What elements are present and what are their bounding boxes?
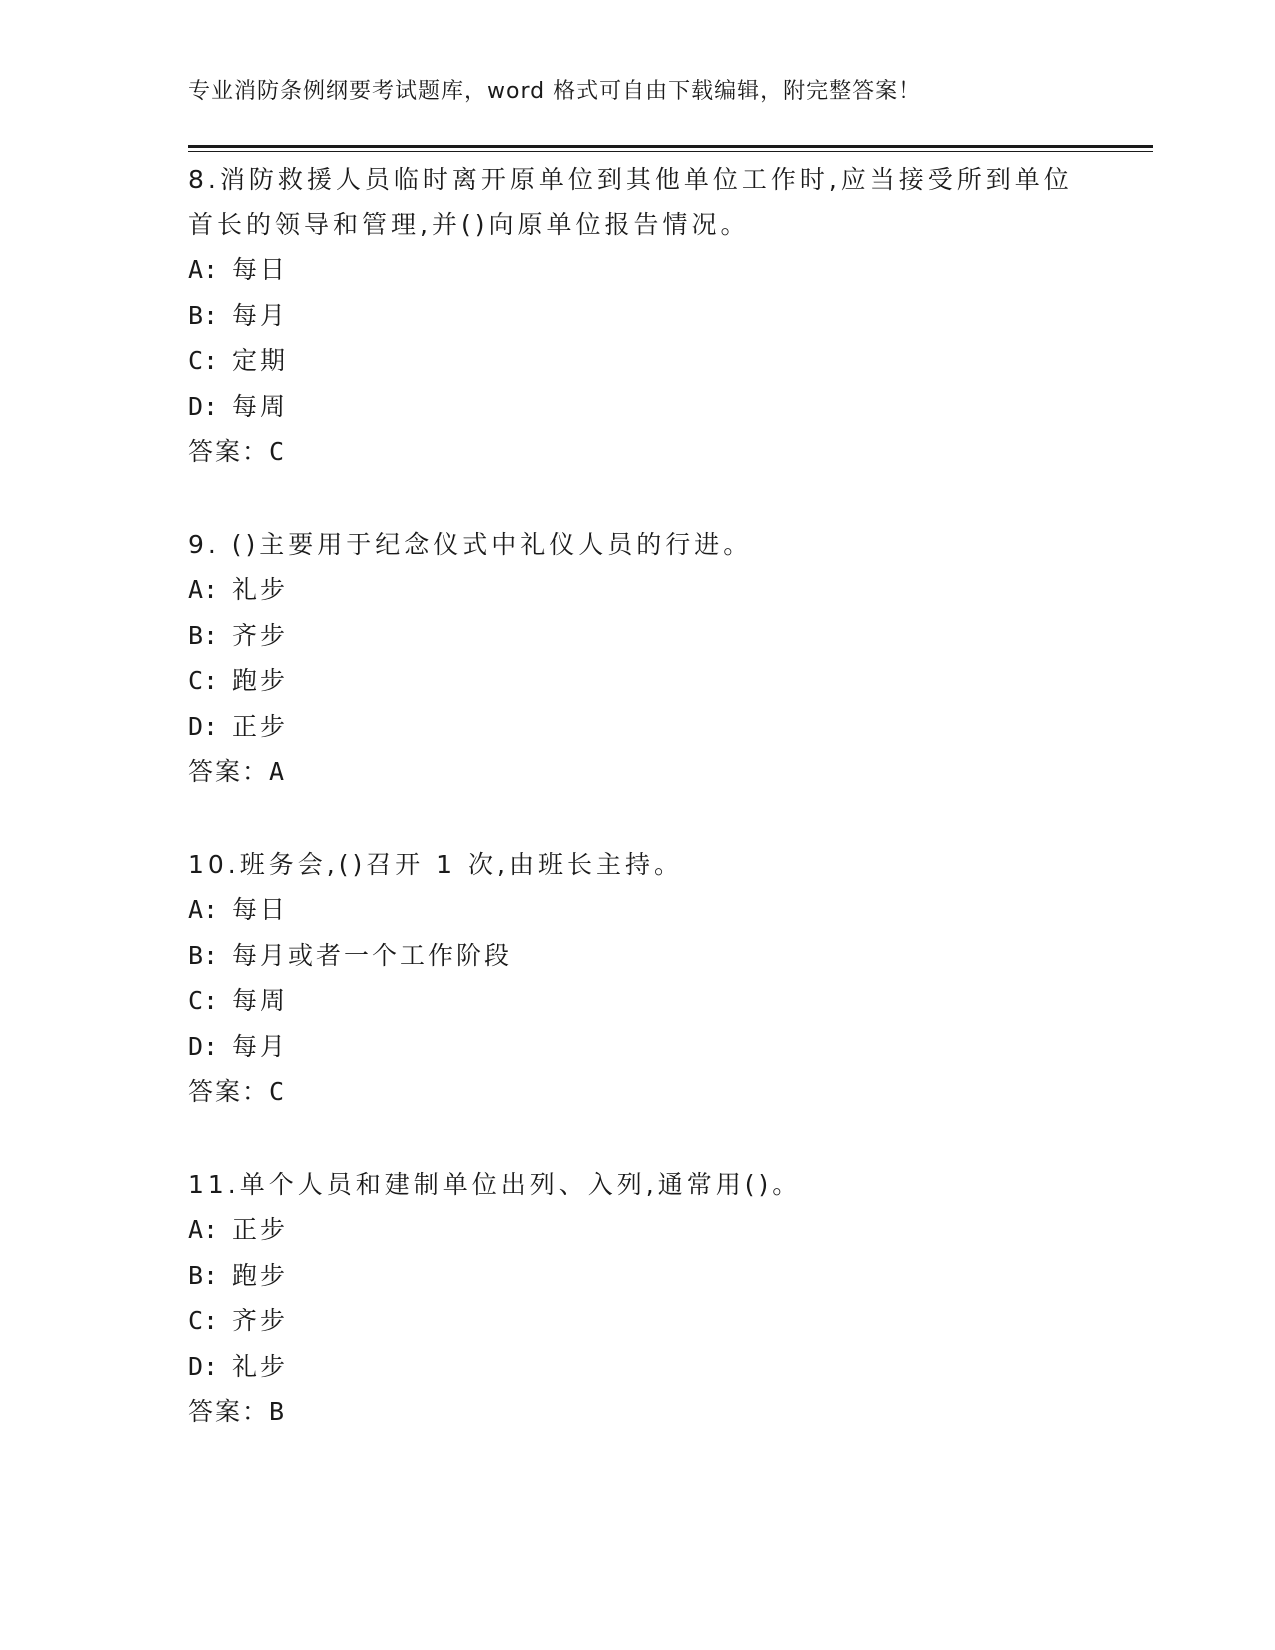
answer-label: 答案： bbox=[188, 757, 270, 786]
option-d bbox=[188, 704, 1088, 750]
question-block bbox=[188, 842, 1088, 1115]
option-key: C: bbox=[188, 666, 219, 695]
option-a bbox=[188, 247, 1088, 293]
option-text: 每月 bbox=[232, 1031, 289, 1061]
answer-value: B bbox=[269, 1397, 285, 1426]
answer-line bbox=[188, 1069, 1088, 1115]
option-text: 礼步 bbox=[232, 1351, 289, 1381]
question-stem: 10.班务会,()召开 1 次,由班长主持。 bbox=[188, 850, 683, 879]
option-key: C: bbox=[188, 346, 219, 375]
option-a bbox=[188, 887, 1088, 933]
option-text: 每日 bbox=[232, 255, 289, 284]
option-text: 正步 bbox=[232, 1215, 289, 1244]
option-text: 齐步 bbox=[232, 1306, 289, 1335]
option-b bbox=[188, 1253, 1088, 1299]
option-key: A: bbox=[188, 1215, 219, 1244]
option-key: D: bbox=[188, 391, 219, 421]
option-text: 跑步 bbox=[232, 1260, 289, 1290]
header-rule-thin bbox=[188, 151, 1153, 152]
answer-label: 答案： bbox=[188, 437, 270, 466]
page-header: 专业消防条例纲要考试题库，word 格式可自由下载编辑，附完整答案！ bbox=[188, 79, 922, 104]
option-key: D: bbox=[188, 1351, 219, 1381]
question-block bbox=[188, 157, 1088, 475]
option-text: 每月或者一个工作阶段 bbox=[232, 940, 513, 970]
option-key: B: bbox=[188, 940, 219, 970]
option-c bbox=[188, 978, 1088, 1024]
option-a bbox=[188, 567, 1088, 613]
question-stem: 9. ()主要用于纪念仪式中礼仪人员的行进。 bbox=[188, 530, 753, 559]
question-stem: 8.消防救援人员临时离开原单位到其他单位工作时,应当接受所到单位首长的领导和管理,并()向原单位报告情况。 bbox=[188, 165, 1073, 239]
option-c bbox=[188, 338, 1088, 384]
option-d bbox=[188, 1024, 1088, 1070]
option-text: 每周 bbox=[232, 391, 289, 421]
option-text: 跑步 bbox=[232, 666, 289, 695]
answer-value: C bbox=[269, 437, 285, 466]
option-key: A: bbox=[188, 895, 219, 924]
question-stem: 11.单个人员和建制单位出列、入列,通常用()。 bbox=[188, 1170, 802, 1199]
option-key: D: bbox=[188, 1031, 219, 1061]
option-a bbox=[188, 1207, 1088, 1253]
answer-line bbox=[188, 749, 1088, 795]
option-d bbox=[188, 384, 1088, 430]
option-key: B: bbox=[188, 300, 219, 330]
option-d bbox=[188, 1344, 1088, 1390]
answer-line bbox=[188, 429, 1088, 475]
question-block bbox=[188, 1162, 1088, 1435]
option-c bbox=[188, 1298, 1088, 1344]
option-b bbox=[188, 933, 1088, 979]
option-text: 每周 bbox=[232, 986, 289, 1015]
option-c bbox=[188, 658, 1088, 704]
answer-label: 答案： bbox=[188, 1397, 270, 1426]
option-text: 每月 bbox=[232, 300, 289, 330]
answer-line bbox=[188, 1389, 1088, 1435]
option-key: B: bbox=[188, 620, 219, 650]
answer-label: 答案： bbox=[188, 1077, 270, 1106]
option-b bbox=[188, 293, 1088, 339]
option-key: A: bbox=[188, 575, 219, 604]
option-key: D: bbox=[188, 711, 219, 741]
option-key: A: bbox=[188, 255, 219, 284]
option-b bbox=[188, 613, 1088, 659]
header-rule-thick bbox=[188, 145, 1153, 148]
question-block bbox=[188, 522, 1088, 795]
option-text: 正步 bbox=[232, 711, 289, 741]
option-text: 每日 bbox=[232, 895, 289, 924]
answer-value: A bbox=[269, 757, 285, 786]
option-text: 礼步 bbox=[232, 575, 289, 604]
answer-value: C bbox=[269, 1077, 285, 1106]
option-key: C: bbox=[188, 986, 219, 1015]
option-key: B: bbox=[188, 1260, 219, 1290]
option-key: C: bbox=[188, 1306, 219, 1335]
option-text: 齐步 bbox=[232, 620, 289, 650]
option-text: 定期 bbox=[232, 346, 289, 375]
